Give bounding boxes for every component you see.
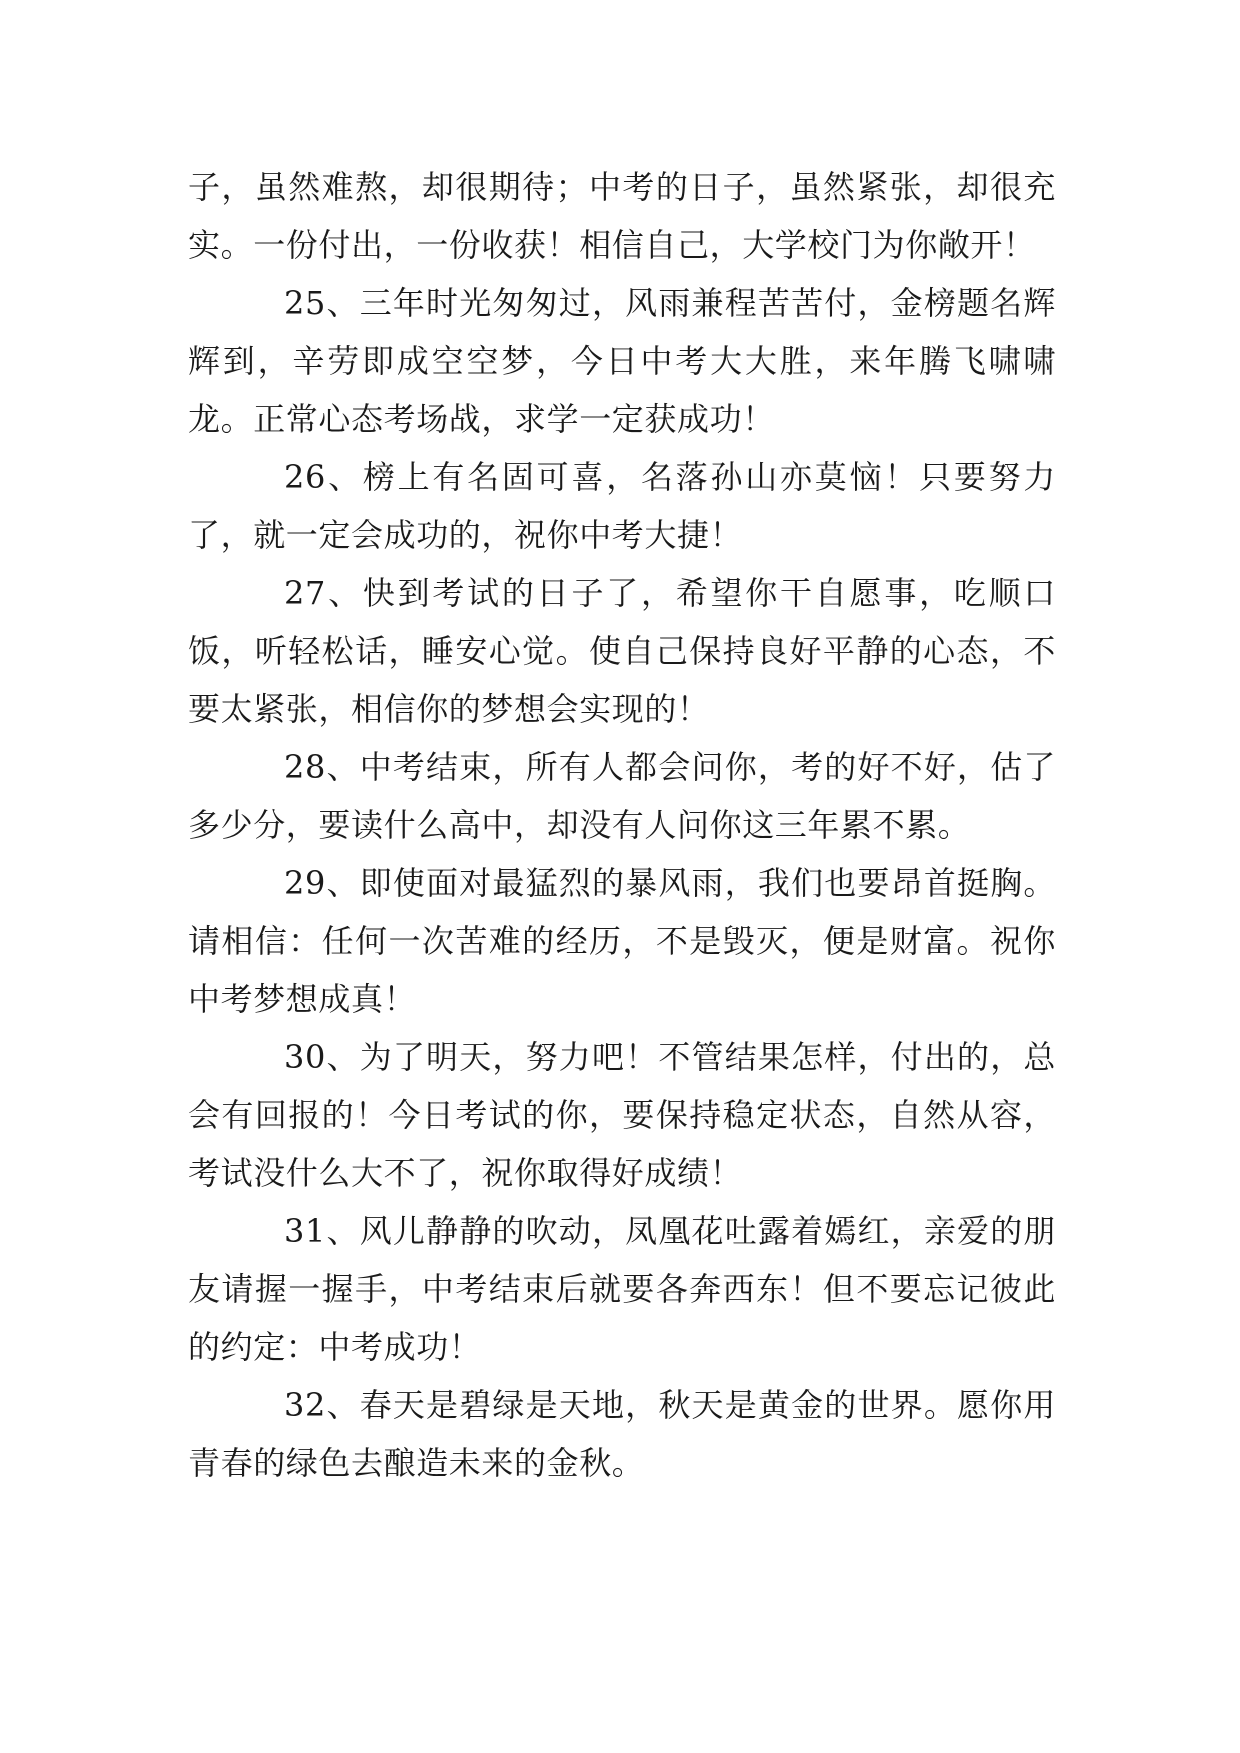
paragraph: 28、中考结束，所有人都会问你，考的好不好，估了多少分，要读什么高中，却没有人问你这三年累不累。 xyxy=(188,748,1056,844)
paragraph: 30、为了明天，努力吧！不管结果怎样，付出的，总会有回报的！今日考试的你，要保持稳定状态，自然从容，考试没什么大不了，祝你取得好成绩！ xyxy=(188,1038,1056,1192)
paragraph: 31、风儿静静的吹动，凤凰花吐露着嫣红，亲爱的朋友请握一握手，中考结束后就要各奔西东！但不要忘记彼此的约定：中考成功！ xyxy=(188,1212,1056,1366)
document-body xyxy=(188,158,1056,1492)
paragraph: 26、榜上有名固可喜，名落孙山亦莫恼！只要努力了，就一定会成功的，祝你中考大捷！ xyxy=(188,458,1056,554)
paragraph: 子，虽然难熬，却很期待；中考的日子，虽然紧张，却很充实。一份付出，一份收获！相信自己，大学校门为你敞开！ xyxy=(188,168,1056,264)
paragraph: 32、春天是碧绿是天地，秋天是黄金的世界。愿你用青春的绿色去酿造未来的金秋。 xyxy=(188,1386,1056,1482)
paragraph: 25、三年时光匆匆过，风雨兼程苦苦付，金榜题名辉辉到，辛劳即成空空梦，今日中考大大胜，来年腾飞啸啸龙。正常心态考场战，求学一定获成功！ xyxy=(188,284,1056,438)
paragraph: 29、即使面对最猛烈的暴风雨，我们也要昂首挺胸。请相信：任何一次苦难的经历，不是毁灭，便是财富。祝你中考梦想成真！ xyxy=(188,864,1056,1018)
paragraph: 27、快到考试的日子了，希望你干自愿事，吃顺口饭，听轻松话，睡安心觉。使自己保持良好平静的心态，不要太紧张，相信你的梦想会实现的！ xyxy=(188,574,1056,728)
